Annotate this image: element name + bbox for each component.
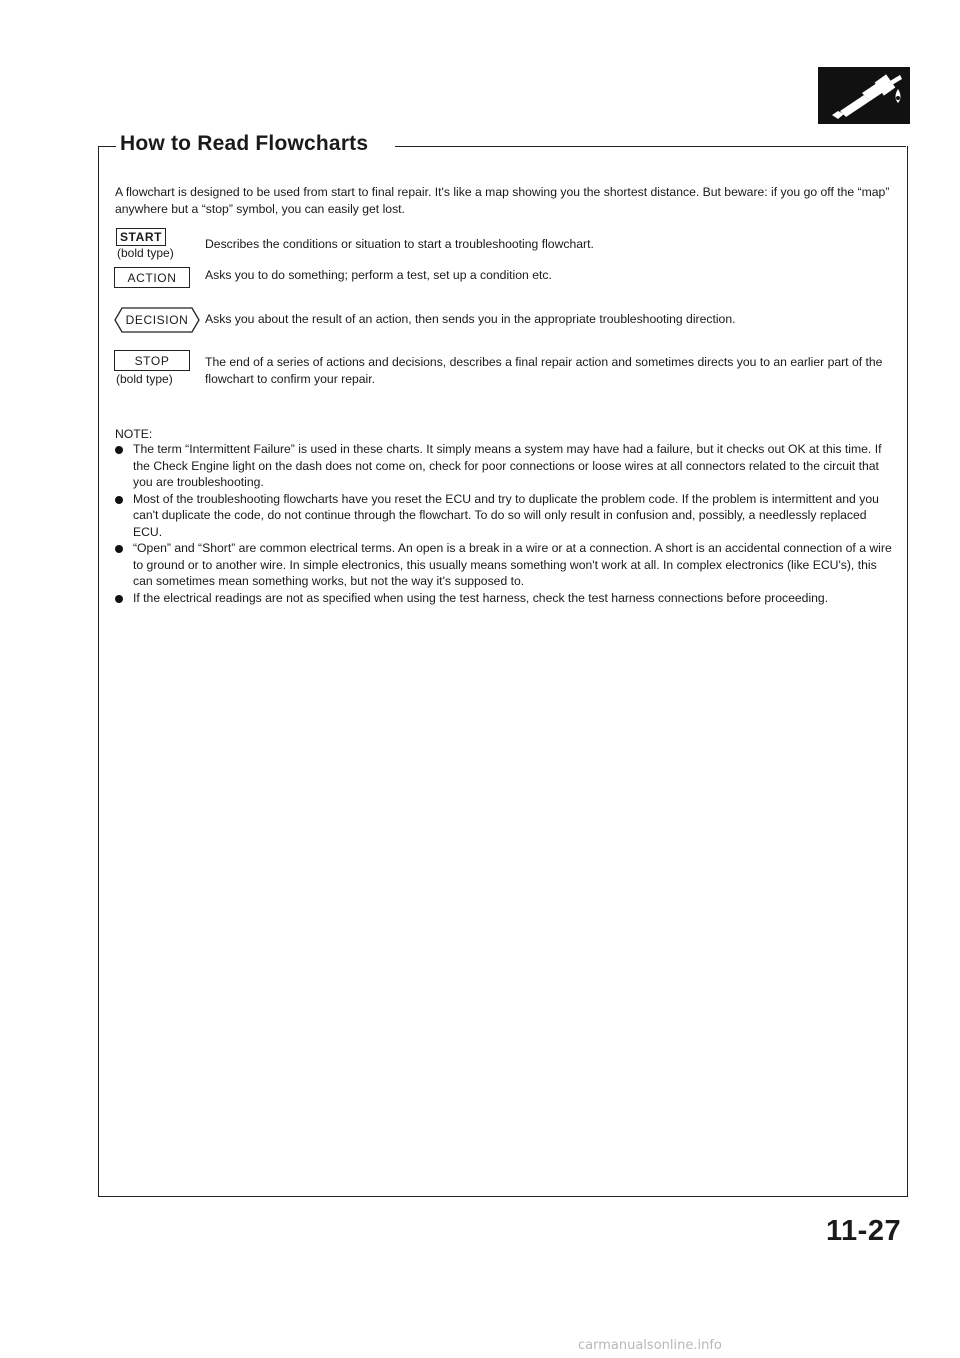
action-symbol: ACTION	[114, 267, 190, 288]
bullet-icon	[115, 496, 123, 504]
note-text: The term “Intermittent Failure” is used in these charts. It simply means a system may have had a failure, but it checks out OK at this time. If the Check Engine light on the dash does not come on, check for poor connections or loose wires at all connectors related to the circuit that you are troubleshooting.	[133, 442, 882, 489]
fuel-injector-icon	[818, 67, 910, 124]
list-item	[115, 590, 895, 607]
decision-description: Asks you about the result of an action, then sends you in the appropriate troubleshooting direction.	[205, 312, 736, 326]
page-title: How to Read Flowcharts	[120, 132, 369, 155]
action-description: Asks you to do something; perform a test, set up a condition etc.	[205, 268, 552, 282]
bullet-icon	[115, 446, 123, 454]
note-text: Most of the troubleshooting flowcharts have you reset the ECU and try to duplicate the problem code. If the problem is intermittent and you can't duplicate the code, do not continue through the flowchart. To do so will only result in confusion and, possibly, a needlessly replaced ECU.	[133, 491, 879, 539]
content-frame	[98, 146, 908, 1197]
stop-symbol: STOP	[114, 350, 190, 371]
list-item	[115, 491, 895, 541]
list-item	[115, 441, 895, 491]
page-number: 11-27	[826, 1215, 902, 1247]
note-text: If the electrical readings are not as specified when using the test harness, check the test harness connections before proceeding.	[133, 590, 829, 605]
decision-label: DECISION	[125, 313, 189, 327]
start-bold-type-note: (bold type)	[117, 246, 174, 260]
decision-symbol	[114, 307, 200, 333]
frame-top-rule-left	[98, 146, 116, 147]
bullet-icon	[115, 595, 123, 603]
bullet-icon	[115, 545, 123, 553]
note-text: “Open” and “Short” are common electrical terms. An open is a break in a wire or at a connection. A short is an accidental connection of a wire to ground or to another wire. In simple electronics, this usually means something won't work at all. In complex electronics (like ECU's), this can sometimes mean something works, but not the way it's supposed to.	[133, 541, 892, 588]
watermark: carmanualsonline.info	[578, 1338, 722, 1353]
frame-top-rule-right	[395, 146, 906, 147]
stop-bold-type-note: (bold type)	[116, 372, 173, 386]
intro-paragraph: A flowchart is designed to be used from start to final repair. It's like a map showing you the shortest distance. But beware: if you go off the “map” anywhere but a “stop” symbol, you can easily get lost.	[115, 185, 890, 216]
notes-list	[115, 441, 895, 606]
list-item	[115, 540, 895, 590]
stop-description: The end of a series of actions and decisions, describes a final repair action and sometimes directs you to an earlier part of the flowchart to confirm your repair.	[205, 355, 883, 386]
note-label: NOTE:	[115, 427, 153, 441]
start-description: Describes the conditions or situation to start a troubleshooting flowchart.	[205, 237, 594, 251]
start-symbol: START	[116, 228, 166, 246]
